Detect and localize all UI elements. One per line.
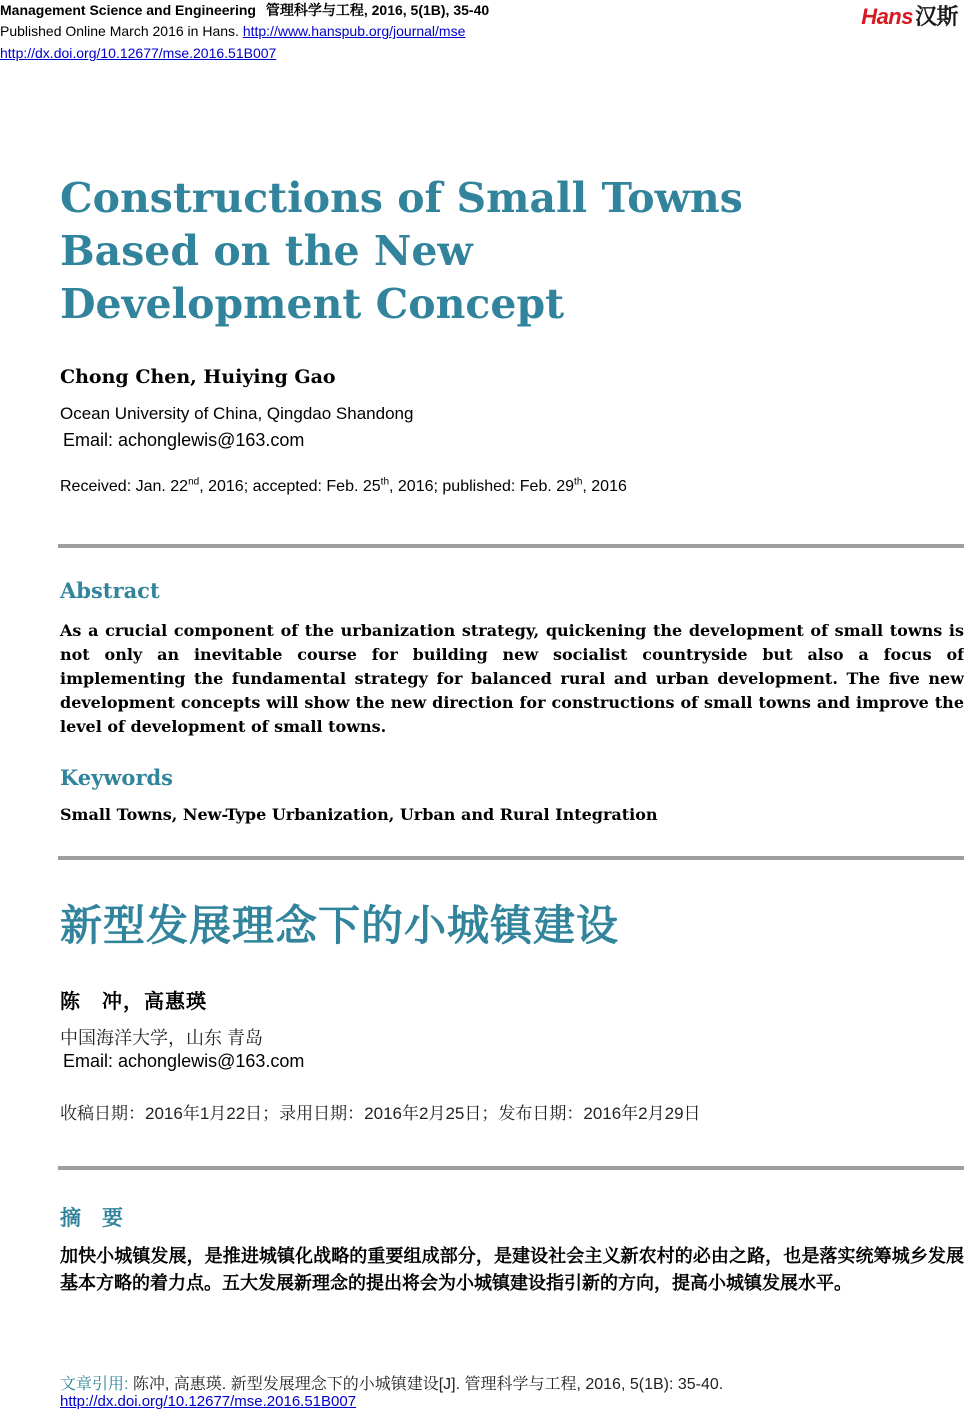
chinese-abstract-text: 加快小城镇发展，是推进城镇化战略的重要组成部分，是建设社会主义新农村的必由之路，也是落实统筹城乡发展基本方略的着力点。五大发展新理念的提出将会为小城镇建设指引新的方向，提高小城镇发展水平。 bbox=[60, 1246, 964, 1293]
chinese-title: 新型发展理念下的小城镇建设 bbox=[60, 902, 620, 949]
published-date-text: , 2016; published: Feb. 29 bbox=[389, 478, 575, 495]
journal-name: Management Science and Engineering bbox=[0, 2, 256, 18]
logo-cn: 汉斯 bbox=[914, 4, 958, 29]
citation-label: 文章引用: bbox=[60, 1376, 133, 1393]
doi-link[interactable]: http://dx.doi.org/10.12677/mse.2016.51B007 bbox=[0, 45, 277, 61]
received-sup: nd bbox=[188, 476, 200, 488]
chinese-abstract-heading: 摘 要 bbox=[60, 1206, 123, 1230]
divider bbox=[58, 856, 964, 860]
year-text: , 2016 bbox=[582, 478, 627, 495]
journal-cn-info: 管理科学与工程, 2016, 5(1B), 35-40 bbox=[265, 2, 490, 18]
doi-line bbox=[0, 43, 276, 63]
chinese-dates: 收稿日期：2016年1月22日；录用日期：2016年2月25日；发布日期：2016年2月29日 bbox=[60, 1104, 701, 1123]
citation-text: 陈冲, 高惠瑛. 新型发展理念下的小城镇建设[J]. 管理科学与工程, 2016, 5(1B): 35-40. bbox=[132, 1376, 724, 1393]
chinese-affiliation: 中国海洋大学，山东 青岛 bbox=[60, 1028, 263, 1048]
divider bbox=[58, 544, 964, 548]
authors: Chong Chen, Huiying Gao bbox=[60, 366, 336, 388]
chinese-email: Email: achonglewis@163.com bbox=[63, 1051, 305, 1071]
citation-doi-line bbox=[60, 1393, 356, 1410]
divider bbox=[58, 1166, 964, 1170]
keywords-heading: Keywords bbox=[60, 765, 174, 790]
abstract-text: As a crucial component of the urbanization strategy, quickening the development of small towns is not only an inevitable course for building new socialist countryside but also a focus of implementing the fundamental strategy for balanced rural and urban development. The five new development concepts will show the new direction for constructions of small towns and improve the level of development of small towns. bbox=[60, 621, 964, 736]
accepted-sup: th bbox=[380, 476, 390, 488]
paper-title: Constructions of Small Towns Based on the New Development Concept bbox=[60, 174, 743, 328]
published-text: Published Online March 2016 in Hans. bbox=[0, 23, 243, 39]
published-sup: th bbox=[574, 476, 583, 488]
email: Email: achonglewis@163.com bbox=[63, 430, 305, 450]
logo-text: Hans bbox=[861, 4, 913, 29]
chinese-authors: 陈 冲，高惠瑛 bbox=[60, 991, 207, 1013]
keywords-text: Small Towns, New-Type Urbanization, Urban and Rural Integration bbox=[60, 805, 658, 824]
citation bbox=[60, 1371, 723, 1394]
received-text: Received: Jan. 22 bbox=[60, 478, 189, 495]
accepted-text: , 2016; accepted: Feb. 25 bbox=[199, 478, 381, 495]
journal-url-link[interactable]: http://www.hanspub.org/journal/mse bbox=[242, 23, 466, 39]
affiliation: Ocean University of China, Qingdao Shandong bbox=[60, 404, 414, 423]
journal-header-line bbox=[0, 0, 489, 20]
abstract-heading: Abstract bbox=[60, 578, 160, 603]
received-dates bbox=[60, 478, 627, 496]
citation-doi-link[interactable]: http://dx.doi.org/10.12677/mse.2016.51B007 bbox=[60, 1393, 357, 1410]
hans-logo bbox=[861, 0, 958, 31]
publication-line bbox=[0, 21, 465, 41]
